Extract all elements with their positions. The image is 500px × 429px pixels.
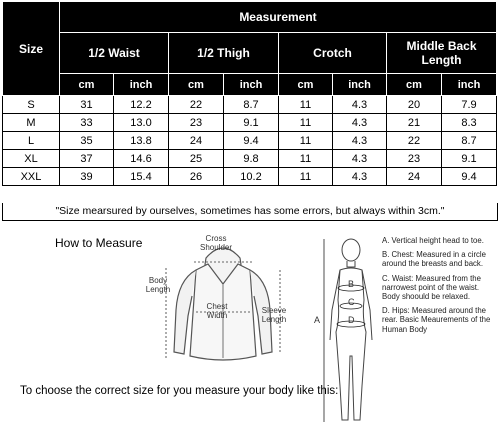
size-cell: L	[3, 132, 60, 150]
group-header-thigh: 1/2 Thigh	[169, 33, 279, 74]
unit-header: inch	[114, 74, 169, 96]
measurement-note: "Size mearsured by ourselves, sometimes has some errors, but always within 3cm."	[2, 203, 498, 221]
chest-width-label: Chest Width	[206, 302, 228, 320]
table-cell: 9.4	[224, 132, 279, 150]
table-cell: 7.9	[442, 96, 497, 114]
table-cell: 39	[60, 168, 114, 186]
note-c-waist: C. Waist: Measured from the narrowest point of the waist. Body shoould be relaxed.	[382, 273, 481, 302]
table-cell: 22	[387, 132, 442, 150]
size-header: Size	[3, 2, 60, 96]
body-length-label: Body Length	[145, 276, 171, 294]
body-letter-b: B	[348, 279, 355, 289]
table-cell: 22	[169, 96, 224, 114]
table-cell: 13.8	[114, 132, 169, 150]
table-cell: 8.7	[224, 96, 279, 114]
table-cell: 4.3	[333, 132, 387, 150]
table-cell: 33	[60, 114, 114, 132]
table-cell: 15.4	[114, 168, 169, 186]
table-cell: 11	[279, 168, 333, 186]
table-cell: 31	[60, 96, 114, 114]
table-cell: 4.3	[333, 96, 387, 114]
table-cell: 25	[169, 150, 224, 168]
table-cell: 8.7	[442, 132, 497, 150]
table-cell: 12.2	[114, 96, 169, 114]
unit-header: inch	[333, 74, 387, 96]
table-cell: 37	[60, 150, 114, 168]
size-cell: S	[3, 96, 60, 114]
measure-instruction-text: To choose the correct size for you measure your body like this:	[20, 385, 339, 397]
size-cell: XL	[3, 150, 60, 168]
table-cell: 9.4	[442, 168, 497, 186]
table-cell: 4.3	[333, 168, 387, 186]
table-cell: 13.0	[114, 114, 169, 132]
body-letter-c: C	[348, 297, 355, 307]
note-a-height: A. Vertical height head to toe.	[382, 236, 484, 245]
measurement-header: Measurement	[60, 2, 497, 33]
size-cell: XXL	[3, 168, 60, 186]
table-cell: 10.2	[224, 168, 279, 186]
sleeve-length-label: Sleeve Length	[261, 306, 287, 324]
table-cell: 24	[169, 132, 224, 150]
table-cell: 9.1	[442, 150, 497, 168]
size-chart-table	[2, 1, 497, 186]
table-cell: 20	[387, 96, 442, 114]
body-letter-d: D	[348, 315, 355, 325]
unit-header: cm	[387, 74, 442, 96]
table-cell: 4.3	[333, 150, 387, 168]
unit-header: cm	[279, 74, 333, 96]
table-cell: 35	[60, 132, 114, 150]
table-cell: 23	[387, 150, 442, 168]
unit-header: cm	[169, 74, 224, 96]
table-cell: 14.6	[114, 150, 169, 168]
note-d-hips: D. Hips: Measured around the rear. Basic Meaurements of the Human Body	[382, 306, 491, 334]
body-figure-illustration	[318, 236, 378, 426]
group-header-crotch: Crotch	[279, 33, 387, 74]
table-row	[3, 114, 497, 132]
table-cell: 9.1	[224, 114, 279, 132]
note-b-chest: B. Chest: Measured in a circle around the breasts and back.	[382, 250, 487, 269]
table-cell: 23	[169, 114, 224, 132]
cross-shoulder-label: Cross Shoulder	[199, 234, 233, 252]
table-cell: 11	[279, 114, 333, 132]
table-row	[3, 150, 497, 168]
table-row	[3, 168, 497, 186]
table-row	[3, 96, 497, 114]
table-row	[3, 132, 497, 150]
unit-header: inch	[224, 74, 279, 96]
table-cell: 11	[279, 132, 333, 150]
table-cell: 4.3	[333, 114, 387, 132]
body-letter-a: A	[314, 315, 321, 325]
table-cell: 24	[387, 168, 442, 186]
how-to-measure-title: How to Measure	[55, 236, 143, 250]
table-cell: 11	[279, 96, 333, 114]
table-cell: 11	[279, 150, 333, 168]
unit-header: inch	[442, 74, 497, 96]
size-cell: M	[3, 114, 60, 132]
table-cell: 21	[387, 114, 442, 132]
table-cell: 26	[169, 168, 224, 186]
table-cell: 9.8	[224, 150, 279, 168]
table-cell: 8.3	[442, 114, 497, 132]
body-measurement-notes	[382, 236, 498, 339]
unit-header: cm	[60, 74, 114, 96]
group-header-waist: 1/2 Waist	[60, 33, 169, 74]
group-header-back-length: Middle Back Length	[387, 33, 497, 74]
